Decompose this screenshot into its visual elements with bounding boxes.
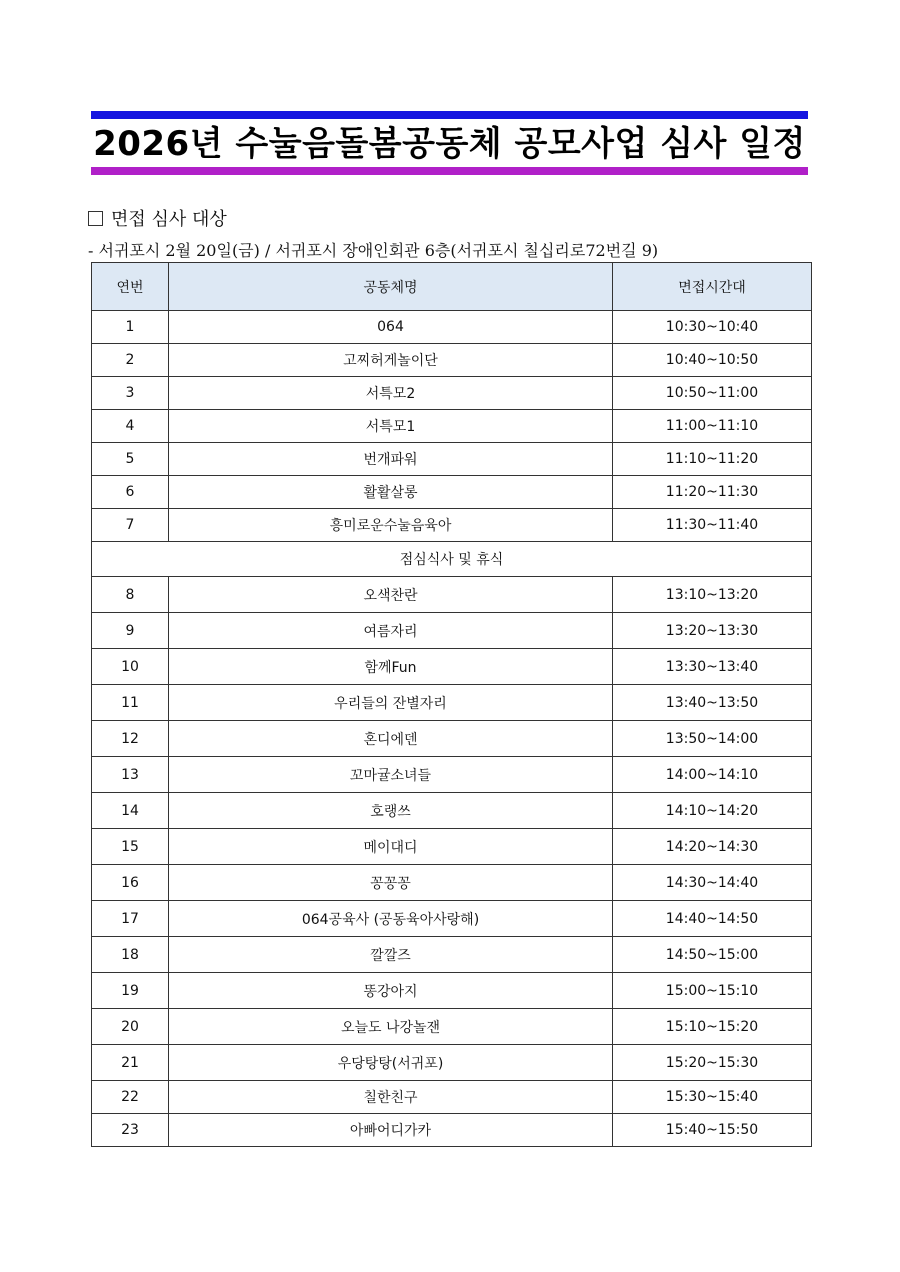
row-name-cell: 서특모1 xyxy=(169,410,613,443)
row-number-cell: 18 xyxy=(92,937,169,973)
row-number-cell: 13 xyxy=(92,757,169,793)
row-name-cell: 꽁꽁꽁 xyxy=(169,865,613,901)
table-row xyxy=(92,311,812,344)
row-name-cell: 064공육사 (공동육아사랑해) xyxy=(169,901,613,937)
row-name-cell: 똥강아지 xyxy=(169,973,613,1009)
row-number-cell: 5 xyxy=(92,443,169,476)
row-number-cell: 9 xyxy=(92,613,169,649)
row-number-cell: 11 xyxy=(92,685,169,721)
title-banner xyxy=(91,111,808,175)
break-label: 점심식사 및 휴식 xyxy=(92,542,812,577)
row-number-cell: 8 xyxy=(92,577,169,613)
row-time-cell: 14:00~14:10 xyxy=(613,757,812,793)
row-name-cell: 서특모2 xyxy=(169,377,613,410)
row-number-cell: 16 xyxy=(92,865,169,901)
header-community-name: 공동체명 xyxy=(169,263,613,311)
row-name-cell: 우당탕탕(서귀포) xyxy=(169,1045,613,1081)
row-time-cell: 11:00~11:10 xyxy=(613,410,812,443)
row-number-cell: 1 xyxy=(92,311,169,344)
row-time-cell: 15:30~15:40 xyxy=(613,1081,812,1114)
row-number-cell: 12 xyxy=(92,721,169,757)
row-time-cell: 10:40~10:50 xyxy=(613,344,812,377)
schedule-detail: - 서귀포시 2월 20일(금) / 서귀포시 장애인회관 6층(서귀포시 칠십리로72번길 9) xyxy=(88,241,659,260)
row-time-cell: 15:40~15:50 xyxy=(613,1114,812,1147)
row-time-cell: 13:10~13:20 xyxy=(613,577,812,613)
table-row xyxy=(92,973,812,1009)
row-number-cell: 7 xyxy=(92,509,169,542)
section-heading xyxy=(88,205,227,231)
row-time-cell: 13:20~13:30 xyxy=(613,613,812,649)
table-row xyxy=(92,757,812,793)
row-name-cell: 함께Fun xyxy=(169,649,613,685)
table-row xyxy=(92,476,812,509)
row-name-cell: 호랭쓰 xyxy=(169,793,613,829)
row-name-cell: 흥미로운수눌음육아 xyxy=(169,509,613,542)
checkbox-square-icon xyxy=(88,211,103,226)
table-row xyxy=(92,1114,812,1147)
page-title: 2026년 수눌음돌봄공동체 공모사업 심사 일정 xyxy=(93,124,806,164)
row-number-cell: 17 xyxy=(92,901,169,937)
table-row xyxy=(92,410,812,443)
row-number-cell: 15 xyxy=(92,829,169,865)
row-time-cell: 14:20~14:30 xyxy=(613,829,812,865)
row-name-cell: 여름자리 xyxy=(169,613,613,649)
row-time-cell: 11:10~11:20 xyxy=(613,443,812,476)
title-top-bar xyxy=(91,111,808,119)
table-row xyxy=(92,937,812,973)
row-time-cell: 14:30~14:40 xyxy=(613,865,812,901)
row-time-cell: 15:10~15:20 xyxy=(613,1009,812,1045)
table-row xyxy=(92,377,812,410)
section-heading-text: 면접 심사 대상 xyxy=(111,209,227,230)
row-name-cell: 번개파워 xyxy=(169,443,613,476)
row-name-cell: 064 xyxy=(169,311,613,344)
table-row xyxy=(92,344,812,377)
row-number-cell: 19 xyxy=(92,973,169,1009)
table-row xyxy=(92,1009,812,1045)
row-number-cell: 4 xyxy=(92,410,169,443)
row-time-cell: 11:20~11:30 xyxy=(613,476,812,509)
row-time-cell: 13:40~13:50 xyxy=(613,685,812,721)
row-name-cell: 고찌허게놀이단 xyxy=(169,344,613,377)
table-row xyxy=(92,577,812,613)
row-time-cell: 15:20~15:30 xyxy=(613,1045,812,1081)
row-name-cell: 깔깔즈 xyxy=(169,937,613,973)
title-bottom-bar xyxy=(91,167,808,175)
table-row xyxy=(92,865,812,901)
table-row xyxy=(92,1081,812,1114)
row-name-cell: 오늘도 나강놀잰 xyxy=(169,1009,613,1045)
row-number-cell: 23 xyxy=(92,1114,169,1147)
break-row xyxy=(92,542,812,577)
table-row xyxy=(92,649,812,685)
row-number-cell: 6 xyxy=(92,476,169,509)
row-number-cell: 22 xyxy=(92,1081,169,1114)
table-row xyxy=(92,829,812,865)
row-name-cell: 활활살롱 xyxy=(169,476,613,509)
row-time-cell: 10:30~10:40 xyxy=(613,311,812,344)
table-header-row xyxy=(92,263,812,311)
row-name-cell: 칠한친구 xyxy=(169,1081,613,1114)
row-number-cell: 3 xyxy=(92,377,169,410)
row-number-cell: 14 xyxy=(92,793,169,829)
row-time-cell: 15:00~15:10 xyxy=(613,973,812,1009)
row-name-cell: 혼디에덴 xyxy=(169,721,613,757)
row-number-cell: 2 xyxy=(92,344,169,377)
row-time-cell: 10:50~11:00 xyxy=(613,377,812,410)
row-number-cell: 10 xyxy=(92,649,169,685)
row-time-cell: 13:50~14:00 xyxy=(613,721,812,757)
row-name-cell: 오색찬란 xyxy=(169,577,613,613)
row-time-cell: 14:40~14:50 xyxy=(613,901,812,937)
row-time-cell: 14:50~15:00 xyxy=(613,937,812,973)
row-number-cell: 21 xyxy=(92,1045,169,1081)
row-name-cell: 우리들의 잔별자리 xyxy=(169,685,613,721)
table-row xyxy=(92,901,812,937)
table-row xyxy=(92,509,812,542)
header-number: 연번 xyxy=(92,263,169,311)
row-name-cell: 꼬마귤소녀들 xyxy=(169,757,613,793)
table-row xyxy=(92,793,812,829)
row-name-cell: 메이대디 xyxy=(169,829,613,865)
row-time-cell: 13:30~13:40 xyxy=(613,649,812,685)
table-row xyxy=(92,1045,812,1081)
header-interview-time: 면접시간대 xyxy=(613,263,812,311)
table-row xyxy=(92,685,812,721)
table-row xyxy=(92,443,812,476)
schedule-table xyxy=(91,262,812,1147)
row-number-cell: 20 xyxy=(92,1009,169,1045)
row-time-cell: 14:10~14:20 xyxy=(613,793,812,829)
row-time-cell: 11:30~11:40 xyxy=(613,509,812,542)
row-name-cell: 아빠어디가카 xyxy=(169,1114,613,1147)
table-row xyxy=(92,721,812,757)
table-body xyxy=(92,311,812,1147)
table-row xyxy=(92,613,812,649)
